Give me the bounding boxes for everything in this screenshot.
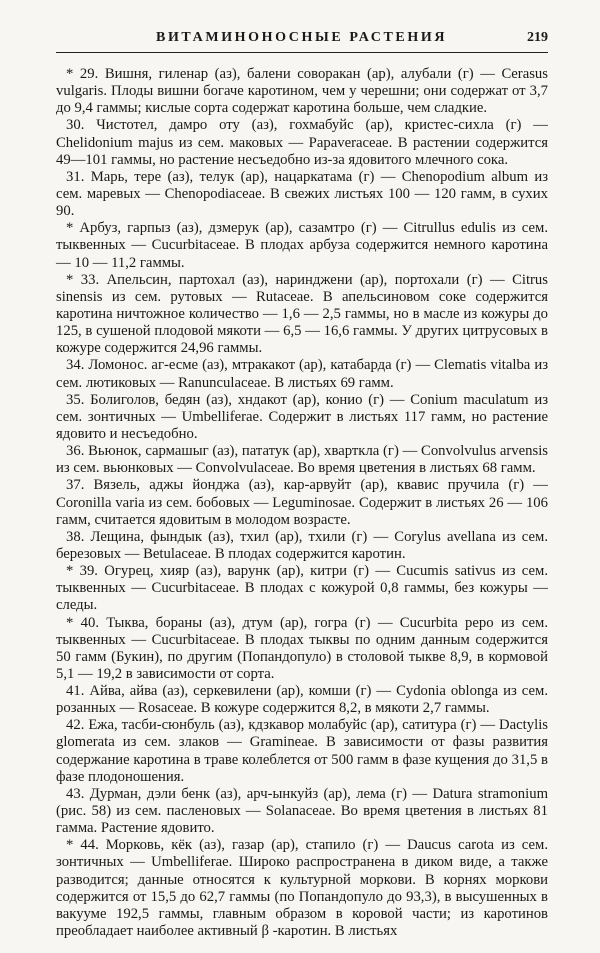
running-title: ВИТАМИНОНОСНЫЕ РАСТЕНИЯ: [156, 30, 448, 45]
page-header: [56, 28, 548, 53]
page-body: [56, 66, 548, 940]
entry-cucumber: * 39. Огурец, хияр (аз), варунк (ар), китри (г) — Cucumis sativus из сем. тыквенных — Cucurbitaceae. В плодах с кожурой 0,8 гаммы, без кожуры — следы.: [56, 563, 548, 614]
entry-datura: 43. Дурман, дэли бенк (аз), арч-ынкуйз (ар), лема (г) — Datura stramonium (рис. 58) из сем. пасленовых — Solanaceae. Во время цветения в листьях 81 гамма. Растение ядовито.: [56, 785, 548, 837]
entry-pumpkin: * 40. Тыква, бораны (аз), дтум (ар), гогра (г) — Cucurbita pepo из сем. тыквенных — Cucurbitaceae. В плодах тыквы по одним данным содержится 50 гамм (Букин), по другим (Попандопуло) в столовой тыкве 8,9, в кормовой 5,1 — 19,2 в зависимости от сорта.: [56, 614, 548, 682]
entry-cherry: * 29. Вишня, гиленар (аз), балени соворакан (ар), алубали (г) — Cerasus vulgaris. Плоды вишни богаче каротином, чем у черешни; они содержат от 3,7 до 9,4 гаммы; кислые сорта содержат каротина больше, чем сладкие.: [56, 66, 548, 117]
entry-carrot: * 44. Морковь, кёк (аз), газар (ар), стапило (г) — Daucus carota из сем. зонтичных — Umbelliferae. Широко распространена в диком виде, а также разводится; данные относятся к культурной моркови. В корнях моркови содержится от 15,5 до 62,7 гаммы (по Попандопуло до 93,3), в высушенных в вакууме 192,5 гаммы, главным образом в коровой части; из каротинов преобладает наиболее активный β -каротин. В листьях: [56, 837, 548, 940]
entry-orange: * 33. Апельсин, партохал (аз), наринджени (ар), портохали (г) — Citrus sinensis из сем. рутовых — Rutaceae. В апельсиновом соке содержится каротина ничтожное количество — 1,6 — 2,5 гаммы, но в масле из кожуры до 125, в сушеной плодовой мякоти — 6,5 — 16,6 гаммы. У других цитрусовых в кожуре содержится 24,96 гаммы.: [56, 271, 548, 357]
entry-bindweed: 36. Вьюнок, сармашыг (аз), пататук (ар), хварткла (г) — Convolvulus arvensis из сем. вьюнковых — Convolvulaceae. Во время цветения в листьях 68 гамм.: [56, 443, 548, 477]
entry-celandine: 30. Чистотел, дамро оту (аз), гохмабуйс (ар), кристес-сихла (г) — Chelidonium majus из сем. маковых — Papaveraceae. В растении содержится 49—101 гаммы, но растение несъедобно из-за ядовитого млечного сока.: [56, 117, 548, 168]
entry-watermelon: * Арбуз, гарпыз (аз), дзмерук (ар), сазамтро (г) — Citrullus edulis из сем. тыквенных — Cucurbitaceae. В плодах арбуза содержится немного каротина — 10 — 11,2 гаммы.: [56, 220, 548, 271]
entry-hazel: 38. Лещина, фындык (аз), тхил (ар), тхили (г) — Corylus avellana из сем. березовых — Betulaceae. В плодах содержится каротин.: [56, 528, 548, 562]
entry-crown-vetch: 37. Вязель, аджы йонджа (аз), кар-арвуйт (ар), квавис пручила (г) — Coronilla varia из сем. бобовых — Leguminosae. Содержит в листьях 26 — 106 гамм, считается ядовитым в молодом возрасте.: [56, 477, 548, 528]
entry-cocksfoot: 42. Ежа, тасби-сюнбуль (аз), кдзкавор молабуйс (ар), сатитура (г) — Dactylis glomerata из сем. злаков — Gramineae. В зависимости от фазы развития содержание каротина в траве колеблется от 500 гамм в фазе кущения до 31,5 в фазе плодоношения.: [56, 717, 548, 785]
page-number: 219: [527, 30, 548, 45]
entry-hemlock: 35. Болиголов, бедян (аз), хндакот (ар), конио (г) — Conium maculatum из сем. зонтичных — Umbelliferae. Содержит в листьях 117 гамм, но растение ядовито и несъедобно.: [56, 391, 548, 442]
entry-clematis: 34. Ломонос. аг-есме (аз), мтракакот (ар), катабарда (г) — Clematis vitalba из сем. лютиковых — Ranunculaceae. В листьях 69 гамм.: [56, 357, 548, 391]
entry-goosefoot: 31. Марь, тере (аз), телук (ар), нацаркатама (г) — Chenopodium album из сем. маревых — Chenopodiaceae. В свежих листьях 100 — 120 гамм, в сухих 90.: [56, 168, 548, 220]
entry-quince: 41. Айва, айва (аз), серкевилени (ар), комши (г) — Cydonia oblonga из сем. розанных — Rosaceae. В кожуре содержится 8,2, в мякоти 2,7 гаммы.: [56, 683, 548, 717]
